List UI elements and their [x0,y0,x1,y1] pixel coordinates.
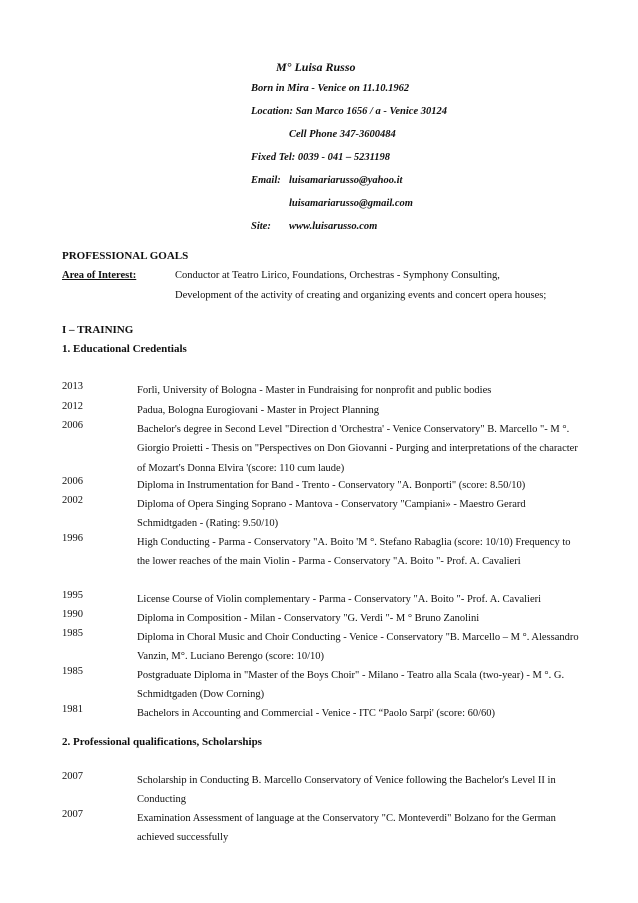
credential-year: 1985 [62,666,83,677]
credential-text: High Conducting - Parma - Conservatory "A. Boito 'M °. Stefano Rabaglia (score: 10/10) Frequency to the lower reaches of the main Violin - Parma - Conservatory "A. Boito "- Prof. A. Cavalieri [137,537,571,568]
credential-text: Diploma of Opera Singing Soprano - Mantova - Conservatory "Campiani» - Maestro Gerard Schmidtgaden - (Rating: 9.50/10) [137,499,526,530]
area-of-interest-label: Area of Interest: [62,270,137,281]
credential-text: Diploma in Composition - Milan - Conservatory "G. Verdi "- M ° Bruno Zanolini [137,613,480,624]
fixed-phone: Fixed Tel: 0039 - 041 – 5231198 [251,152,391,163]
email-primary[interactable]: luisamariarusso@yahoo.it [289,175,403,186]
qualification-year: 2007 [62,771,83,782]
area-of-interest-line2: Development of the activity of creating and organizing events and concert opera houses; [175,290,547,301]
credential-text: Postgraduate Diploma in "Master of the Boys Choir" - Milano - Teatro alla Scala (two-year) - M °. G. Schmidtgaden (Dow Corning) [137,670,565,701]
birth-info: Born in Mira - Venice on 11.10.1962 [251,83,410,94]
area-of-interest-line1: Conductor at Teatro Lirico, Foundations, Orchestras - Symphony Consulting, [175,270,500,281]
credential-text: Padua, Bologna Eurogiovani - Master in Project Planning [137,405,380,416]
credential-year: 2013 [62,381,83,392]
qualification-text: Examination Assessment of language at the Conservatory "C. Monteverdi" Bolzano for the German achieved successfully [137,813,556,844]
credential-year: 1981 [62,704,83,715]
credential-year: 2006 [62,420,83,431]
credential-text: License Course of Violin complementary - Parma - Conservatory "A. Boito "- Prof. A. Cavalieri [137,594,542,605]
credential-year: 1990 [62,609,83,620]
credential-text: Diploma in Instrumentation for Band - Trento - Conservatory "A. Bonporti" (score: 8.50/10) [137,480,526,491]
cell-phone: Cell Phone 347-3600484 [289,129,396,140]
credential-text: Bachelors in Accounting and Commercial - Venice - ITC “Paolo Sarpi' (score: 60/60) [137,708,496,719]
site-label: Site: [251,221,271,232]
qualifications-heading: 2. Professional qualifications, Scholarships [62,736,262,748]
person-name: M° Luisa Russo [276,60,356,74]
credential-year: 2002 [62,495,83,506]
educational-credentials-heading: 1. Educational Credentials [62,343,187,355]
credential-text: Bachelor's degree in Second Level "Direction d 'Orchestra' - Venice Conservatory" B. Marcello "- M °. Giorgio Proietti - Thesis on "Perspectives on Don Giovanni - Purging and interpretations of the character of Mozart's Donna Elvira '(score: 110 cum laude) [137,424,578,474]
credential-text: Forlì, University of Bologna - Master in Fundraising for nonprofit and public bodies [137,385,492,396]
qualification-year: 2007 [62,809,83,820]
credential-year: 1985 [62,628,83,639]
location-info: Location: San Marco 1656 / a - Venice 30124 [251,106,447,117]
email-label: Email: [251,175,281,186]
credential-year: 1996 [62,533,83,544]
website-link[interactable]: www.luisarusso.com [289,221,378,232]
email-secondary[interactable]: luisamariarusso@gmail.com [289,198,413,209]
training-heading: I – TRAINING [62,324,134,336]
credential-year: 2006 [62,476,83,487]
credential-year: 1995 [62,590,83,601]
qualification-text: Scholarship in Conducting B. Marcello Conservatory of Venice following the Bachelor's Level II in Conducting [137,775,556,806]
credential-text: Diploma in Choral Music and Choir Conducting - Venice - Conservatory "B. Marcello – M °. Alessandro Vanzin, M°. Luciano Berengo (score: 10/10) [137,632,579,663]
goals-heading: PROFESSIONAL GOALS [62,250,189,262]
credential-year: 2012 [62,401,83,412]
